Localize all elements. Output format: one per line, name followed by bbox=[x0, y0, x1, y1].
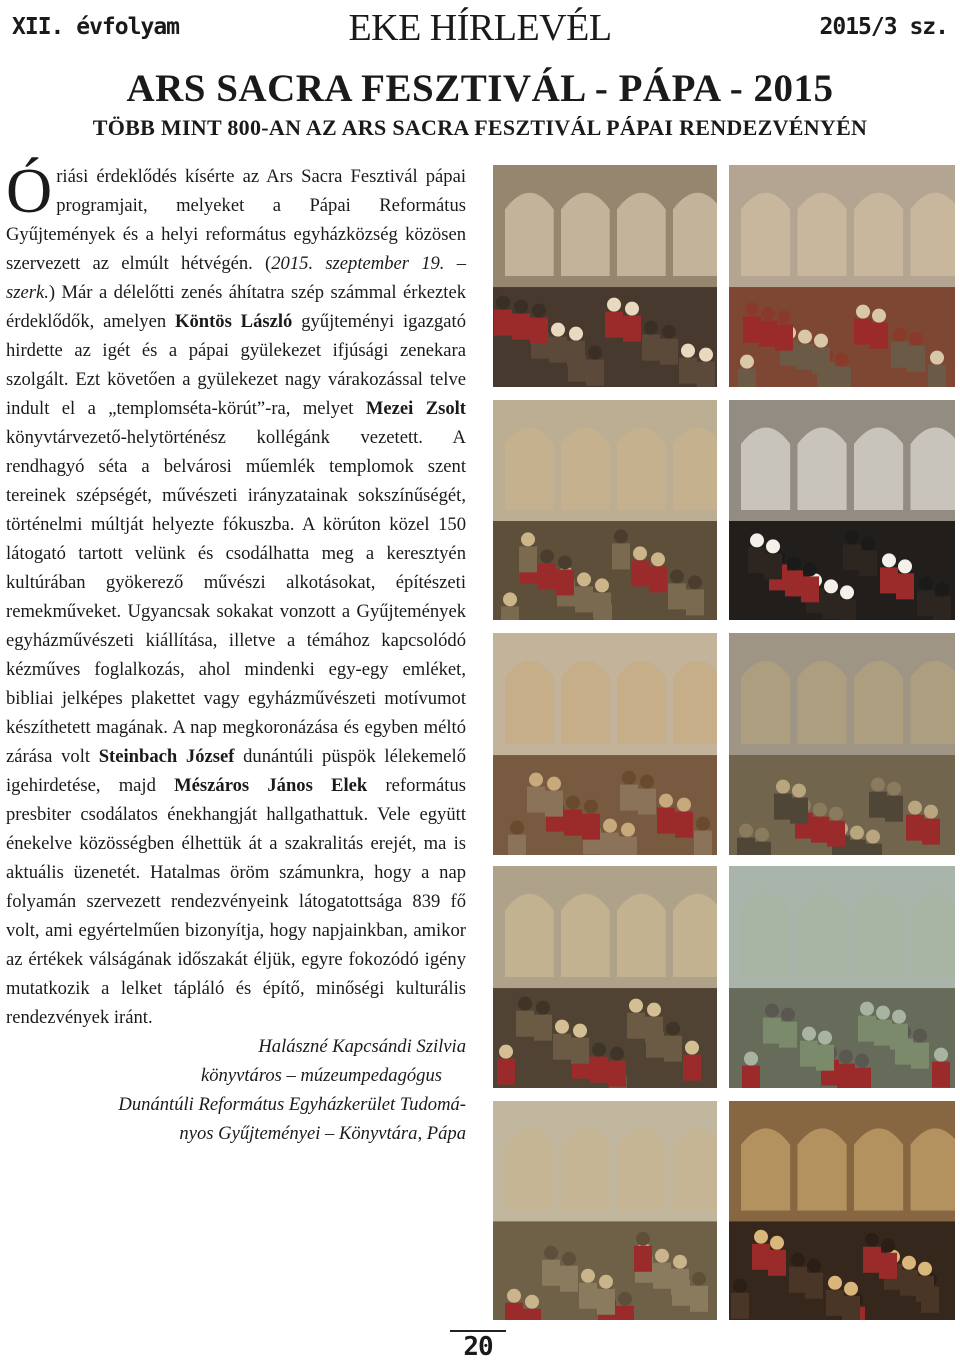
event-photo bbox=[493, 165, 717, 387]
drop-cap: Ó bbox=[6, 155, 53, 226]
event-photo bbox=[729, 400, 955, 620]
event-photo bbox=[493, 1101, 717, 1320]
article-paragraph: Óriási érdeklődés kísérte az Ars Sacra Fesztivál pápai programjait, melyeket a Pápai Református Gyűjtemények és a helyi református egyházközség közösen szervezett az elmúlt hétvégén. (2015. szeptember 19. – szerk.) Már a délelőtti zenés áhítatra szép számmal érkeztek érdeklődők, amelyen Köntös László gyűjteményi igazgató hirdette az igét és a pápai gyülekezet ifjúsági zenekara szolgált. Ezt követően a gyülekezet nagy várakozással telve indult el a „templomséta-körút”-ra, melyet Mezei Zsolt könyvtárvezető-helytörténész kollégánk vezetett. A rendhagyó séta a belvárosi műemlék templomok szent tereinek szépségét, művészeti irányzatainak sokszínűségét, történelmi múltját helyezte fókuszba. A körúton közel 150 látogató tartott velünk és csodálhatta meg a keresztyén kultúrában gyökerező művészi alkotásokat, építészeti remekműveket. Ugyancsak sokakat vonzott a Gyűjtemények egyházművészeti kiállítása, illetve a témához kapcsolódó kézműves foglalkozás, ahol mindenki egy-egy emléket, bibliai jelképes plakettet vagy egyházművészeti motívumot készíthetett magának. A nap megkoronázása és egyben méltó zárása volt Steinbach József dunántúli püspök lélekemelő igehirdetése, majd Mészáros János Elek református presbiter csodálatos énekhangját hallgathattuk. Vele együtt énekelve közösségben élhettük át a szakralitás erejét, ma is aktuális üzenetét. Hatalmas öröm számunkra, hogy a nap folyamán szervezett rendezvényeink látogatottsága 839 fő volt, ami egyértelműen bizonyítja, hogy napjainkban, amikor az értékek válságának időszakát éljük, egyre fokozódó igény mutatkozik a lelket tápláló és építő, minőségi kulturális rendezvények iránt. bbox=[6, 155, 466, 1028]
event-photo bbox=[729, 165, 955, 387]
signature-institution-1: Dunántúli Református Egyházkerület Tudomá- bbox=[118, 1094, 466, 1115]
article-subtitle: TÖBB MINT 800-AN AZ ARS SACRA FESZTIVÁL PÁPAI RENDEZVÉNYÉN bbox=[92, 115, 868, 140]
event-photo bbox=[493, 633, 717, 855]
page-header bbox=[12, 6, 948, 50]
signature-institution-2: nyos Gyűjteményei – Könyvtára, Pápa bbox=[179, 1123, 466, 1144]
person-name: Mezei Zsolt bbox=[365, 398, 466, 419]
person-name: Köntös László bbox=[175, 311, 293, 332]
event-photo bbox=[729, 1101, 955, 1320]
volume-label: XII. évfolyam bbox=[12, 14, 180, 40]
publication-title: EKE HÍRLEVÉL bbox=[348, 7, 612, 49]
person-name: Mészáros János Elek bbox=[174, 775, 368, 796]
event-photo bbox=[493, 866, 717, 1088]
article-body bbox=[6, 155, 466, 1148]
issue-label: 2015/3 sz. bbox=[819, 14, 948, 40]
signature-name: Halászné Kapcsándi Szilvia bbox=[258, 1036, 466, 1057]
event-photo bbox=[729, 866, 955, 1088]
article-title: ARS SACRA FESZTIVÁL - PÁPA - 2015 bbox=[126, 67, 834, 110]
page-number: 20 bbox=[463, 1332, 493, 1362]
date-note: 2015. szeptember 19. – szerk. bbox=[6, 253, 466, 303]
person-name: Steinbach József bbox=[98, 746, 235, 767]
event-photo bbox=[729, 633, 955, 855]
event-photo bbox=[493, 400, 717, 620]
signature-role: könyvtáros – múzeumpedagógus bbox=[201, 1065, 442, 1086]
